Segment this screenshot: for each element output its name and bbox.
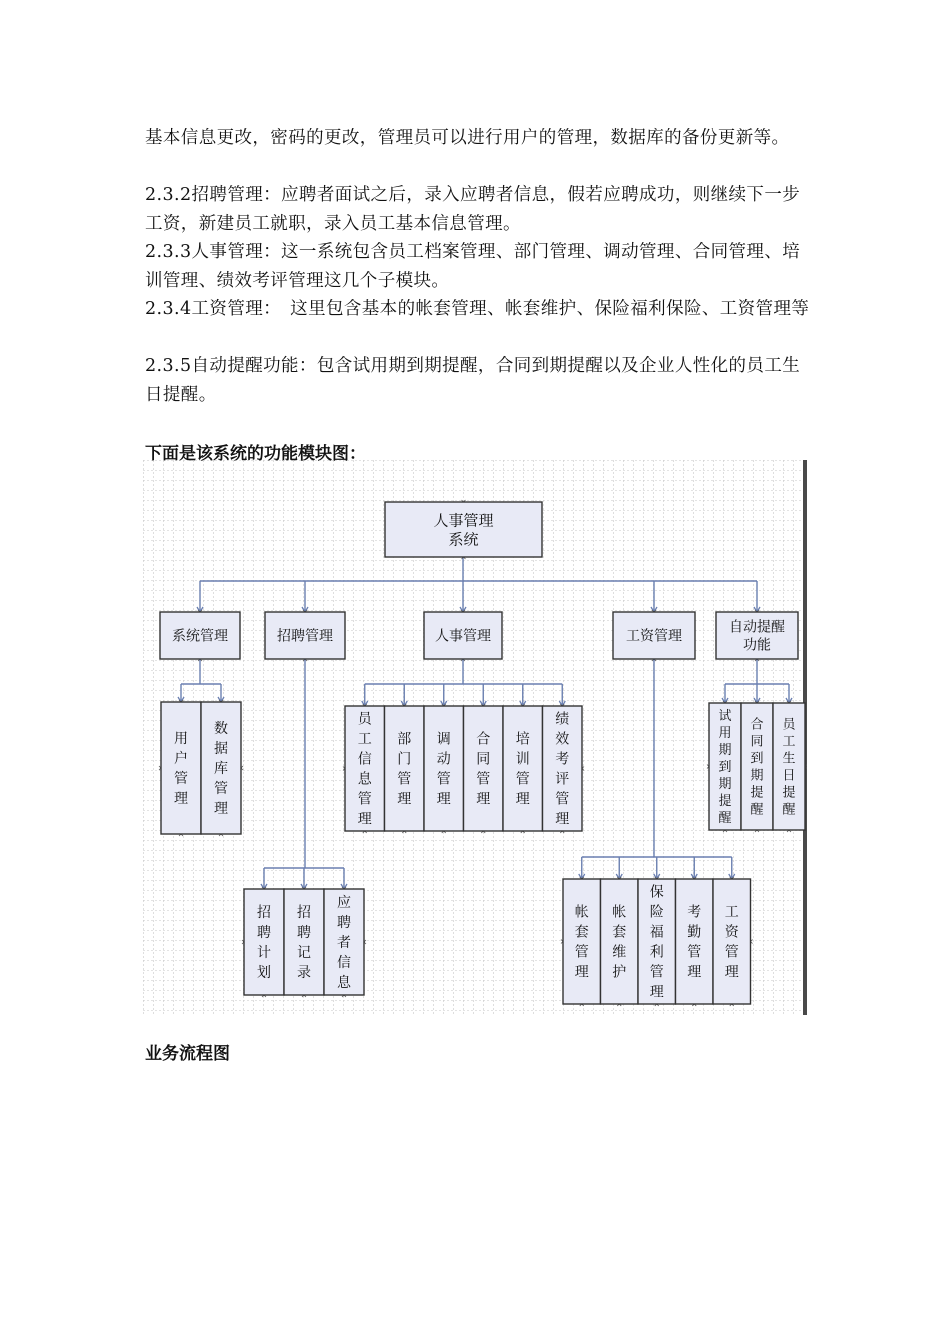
box-label-char: 理 xyxy=(357,811,372,828)
box-label: 人事管理 xyxy=(433,511,494,530)
box-label: 系统管理 xyxy=(172,628,228,645)
box-label-char: 管 xyxy=(476,771,491,788)
box-label-char: 套 xyxy=(574,924,589,941)
box-label-char: 试 xyxy=(718,709,732,725)
box-label-char: 理 xyxy=(724,964,739,981)
submodule-box-sys-1 xyxy=(201,702,241,834)
box-label-char: 期 xyxy=(718,743,732,759)
box-label: 招聘管理 xyxy=(277,628,333,645)
box-label-char: 培 xyxy=(515,731,530,748)
module-box-hr xyxy=(424,612,502,659)
box-label-char: 工 xyxy=(724,904,739,921)
root-box-hr-system xyxy=(385,502,542,557)
box-label-char: 工 xyxy=(782,734,796,750)
box-label-char: 维 xyxy=(612,944,627,961)
submodule-box-hr-1 xyxy=(385,706,425,831)
box-label-char: 考 xyxy=(555,751,570,768)
submodule-box-rec-2 xyxy=(324,889,364,995)
submodule-box-pay-4 xyxy=(713,879,751,1004)
boxes xyxy=(160,502,805,1004)
box-label-char: 日 xyxy=(782,768,796,784)
business-flow-heading: 业务流程图 xyxy=(145,1044,230,1064)
box-label-char: 理 xyxy=(397,791,412,808)
box-label-char: 息 xyxy=(357,771,372,788)
box-label-char: 到 xyxy=(750,751,764,767)
box-label: 工资管理 xyxy=(626,628,682,645)
box-label-char: 理 xyxy=(436,791,451,808)
box-label-char: 调 xyxy=(436,731,451,748)
diagram-heading: 下面是该系统的功能模块图： xyxy=(145,444,366,464)
box-label-char: 招 xyxy=(297,905,311,922)
submodule-box-sys-0 xyxy=(161,702,201,834)
submodule-box-rec-1 xyxy=(284,889,324,995)
box-label-char: 到 xyxy=(718,760,732,776)
submodule-box-hr-4 xyxy=(503,706,543,831)
submodule-box-auto-1 xyxy=(741,703,773,830)
box-label-char: 理 xyxy=(574,964,589,981)
submodule-box-pay-0 xyxy=(563,879,601,1004)
box-label-char: 提 xyxy=(750,785,764,801)
box-label-char: 生 xyxy=(782,751,796,767)
box-label-char: 帐 xyxy=(612,904,627,921)
box-label-char: 招 xyxy=(257,905,271,922)
box-label-char: 同 xyxy=(750,734,764,750)
box-label-char: 者 xyxy=(337,935,351,952)
paragraph-payroll: 2.3.4工资管理： 这里包含基本的帐套管理、帐套维护、保险福利保险、工资管理等 xyxy=(145,299,810,319)
paragraph-personnel: 2.3.3人事管理：这一系统包含员工档案管理、部门管理、调动管理、合同管理、培训管理、绩效考评管理这几个子模块。 xyxy=(145,242,801,291)
module-box-rec xyxy=(265,612,345,659)
box-label-char: 库 xyxy=(214,761,228,778)
box-label-char: 提 xyxy=(782,785,796,801)
box-label-char: 管 xyxy=(649,964,664,981)
box-label-char: 管 xyxy=(687,944,702,961)
box-label-char: 聘 xyxy=(337,915,351,932)
box-label-char: 聘 xyxy=(297,925,311,942)
paragraph-system-admin: 基本信息更改，密码的更改，管理员可以进行用户的管理，数据库的备份更新等。 xyxy=(145,128,790,148)
box-label-char: 用 xyxy=(174,731,188,748)
box-label-char: 管 xyxy=(574,944,589,961)
box-label-char: 理 xyxy=(174,791,188,808)
box-label-char: 应 xyxy=(337,895,351,912)
box-label-char: 醒 xyxy=(782,802,796,818)
box-label-char: 数 xyxy=(214,721,228,738)
box-label-char: 管 xyxy=(515,771,530,788)
box-label: 人事管理 xyxy=(435,628,491,645)
submodule-box-auto-2 xyxy=(773,703,805,830)
box-label-char: 员 xyxy=(357,711,372,728)
box-label-char: 醒 xyxy=(718,811,732,827)
box-label-char: 工 xyxy=(357,731,372,748)
box-label-char: 管 xyxy=(724,944,739,961)
box-label-char: 期 xyxy=(718,777,732,793)
box-label-char: 理 xyxy=(687,964,702,981)
box-label-char: 据 xyxy=(214,741,228,758)
box-label-char: 险 xyxy=(649,904,664,921)
box-label-char: 理 xyxy=(649,984,664,1001)
box-label: 自动提醒 xyxy=(729,619,785,636)
submodule-box-hr-3 xyxy=(464,706,504,831)
box-label-char: 帐 xyxy=(574,904,589,921)
submodule-box-pay-1 xyxy=(601,879,639,1004)
box-label-char: 管 xyxy=(174,771,188,788)
box-label-char: 计 xyxy=(257,945,271,962)
box-label-char: 合 xyxy=(750,717,764,733)
submodule-box-hr-5 xyxy=(543,706,583,831)
function-module-diagram xyxy=(143,460,807,1015)
box-label-char: 户 xyxy=(174,751,188,768)
box-label-char: 理 xyxy=(476,791,491,808)
submodule-box-pay-2 xyxy=(638,879,676,1004)
box-label: 功能 xyxy=(743,637,771,654)
paragraph-recruitment: 2.3.2招聘管理：应聘者面试之后，录入应聘者信息，假若应聘成功，则继续下一步工资，新建员工就职，录入员工基本信息管理。 xyxy=(145,185,801,234)
module-box-auto xyxy=(716,612,798,659)
box-label-char: 管 xyxy=(214,781,228,798)
box-label-char: 利 xyxy=(649,944,664,961)
submodule-box-hr-0 xyxy=(345,706,385,831)
box-label-char: 考 xyxy=(687,904,702,921)
box-label-char: 划 xyxy=(257,965,271,982)
box-label-char: 评 xyxy=(555,771,570,788)
box-label-char: 用 xyxy=(718,726,732,742)
box-label-char: 效 xyxy=(555,731,570,748)
box-label-char: 理 xyxy=(214,801,228,818)
box-label-char: 聘 xyxy=(257,925,271,942)
box-label-char: 理 xyxy=(555,811,570,828)
box-label-char: 动 xyxy=(436,751,451,768)
box-label-char: 管 xyxy=(357,791,372,808)
box-label-char: 福 xyxy=(649,924,664,941)
box-label-char: 管 xyxy=(436,771,451,788)
box-label-char: 提 xyxy=(718,794,732,810)
box-label-char: 同 xyxy=(476,751,491,768)
box-label-char: 员 xyxy=(782,717,796,733)
box-label-char: 门 xyxy=(397,751,412,768)
submodule-box-hr-2 xyxy=(424,706,464,831)
box-label-char: 理 xyxy=(515,791,530,808)
box-label-char: 资 xyxy=(724,924,739,941)
box-label-char: 套 xyxy=(612,924,627,941)
module-box-sys xyxy=(160,612,240,659)
paragraph-auto-reminder: 2.3.5自动提醒功能：包含试用期到期提醒，合同到期提醒以及企业人性化的员工生日提醒。 xyxy=(145,356,801,405)
box-label-char: 管 xyxy=(397,771,412,788)
box-label-char: 管 xyxy=(555,791,570,808)
box-label-char: 训 xyxy=(515,751,530,768)
box-label-char: 信 xyxy=(337,955,351,972)
box-label-char: 勤 xyxy=(687,924,702,941)
module-box-pay xyxy=(613,612,695,659)
box-label-char: 护 xyxy=(612,964,627,981)
box-label-char: 记 xyxy=(297,945,311,962)
box-label-char: 醒 xyxy=(750,802,764,818)
box-label: 系统 xyxy=(448,530,479,549)
submodule-box-rec-0 xyxy=(244,889,284,995)
box-label-char: 期 xyxy=(750,768,764,784)
box-label-char: 合 xyxy=(476,731,491,748)
box-label-char: 绩 xyxy=(555,711,570,728)
box-label-char: 部 xyxy=(397,731,412,748)
submodule-box-auto-0 xyxy=(709,703,741,830)
box-label-char: 息 xyxy=(337,975,351,992)
box-label-char: 信 xyxy=(357,751,372,768)
box-label-char: 录 xyxy=(297,965,311,982)
box-label-char: 保 xyxy=(649,884,664,901)
submodule-box-pay-3 xyxy=(676,879,714,1004)
